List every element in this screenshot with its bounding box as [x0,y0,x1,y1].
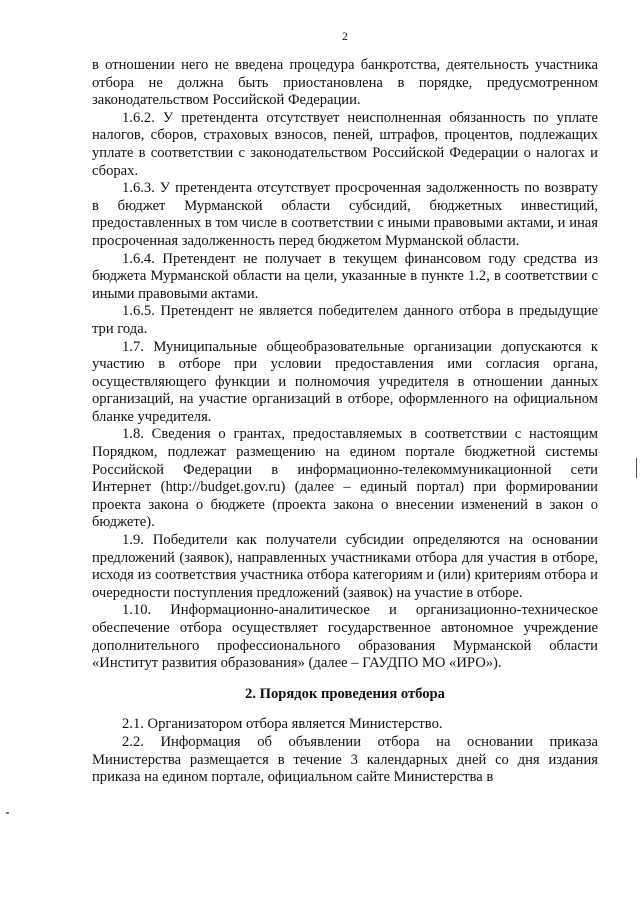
paragraph-1-7: 1.7. Муниципальные общеобразовательные организации допускаются к участию в отборе при условии предоставления ими согласия органа, осуществляющего функции и полномочия учредителя в отношении данных организаций, на участие организаций в отборе, оформленного на официальном бланке учредителя. [92,338,598,425]
paragraph-1-6-4: 1.6.4. Претендент не получает в текущем финансовом году средства из бюджета Мурманской области на цели, указанные в пункте 1.2, в соответствии с иными правовыми актами. [92,250,598,302]
paragraph-1-6-2: 1.6.2. У претендента отсутствует неисполненная обязанность по уплате налогов, сборов, страховых взносов, пеней, штрафов, процентов, подлежащих уплате в соответствии с законодательством Российской Федерации о налогах и сборах. [92,109,598,179]
paragraph-2-2: 2.2. Информация об объявлении отбора на основании приказа Министерства размещается в течение 3 календарных дней со дня издания приказа на едином портале, официальном сайте Министерства в [92,733,598,786]
paragraph-1-6-5: 1.6.5. Претендент не является победителем данного отбора в предыдущие три года. [92,303,598,337]
paragraph-1-10: 1.10. Информационно-аналитическое и организационно-техническое обеспечение отбора осуществляет государственное автономное учреждение дополнительного профессионального образования Мурманской области «Институт развития образования» (далее – ГАУДПО МО «ИРО»). [92,602,598,672]
page-number: 2 [342,31,348,43]
paragraph-2-1: 2.1. Организатором отбора является Министерство. [122,716,443,733]
document-page [92,30,598,890]
paragraph-1-6-3: 1.6.3. У претендента отсутствует просроченная задолженность по возврату в бюджет Мурманской области субсидий, бюджетных инвестиций, предоставленных в том числе в соответствии с иными правовыми актами, и иная просроченная задолженность перед бюджетом Мурманской области. [92,180,598,249]
scan-corner-mark [6,812,9,814]
section-2-heading: 2. Порядок проведения отбора [245,685,445,702]
scan-margin-mark [636,458,637,478]
paragraph-1-6-1-continued: в отношении него не введена процедура банкротства, деятельность участника отбора не должна быть приостановлена в порядке, предусмотренном законодательством Российской Федерации. [92,57,598,109]
paragraph-1-8: 1.8. Сведения о грантах, предоставляемых в соответствии с настоящим Порядком, подлежат размещению на едином портале бюджетной системы Российской Федерации в информационно-телекоммуникационной сети Интернет (http://budget.gov.ru) (далее – единый портал) при формировании проекта закона о бюджете (проекта закона о внесении изменений в закон о бюджете). [92,426,598,531]
paragraph-1-9: 1.9. Победители как получатели субсидии определяются на основании предложений (заявок), направленных участниками отбора для участия в отборе, исходя из соответствия участника отбора категориям и (или) критериям отбора и очередности поступления предложений (заявок) на участие в отборе. [92,532,598,601]
